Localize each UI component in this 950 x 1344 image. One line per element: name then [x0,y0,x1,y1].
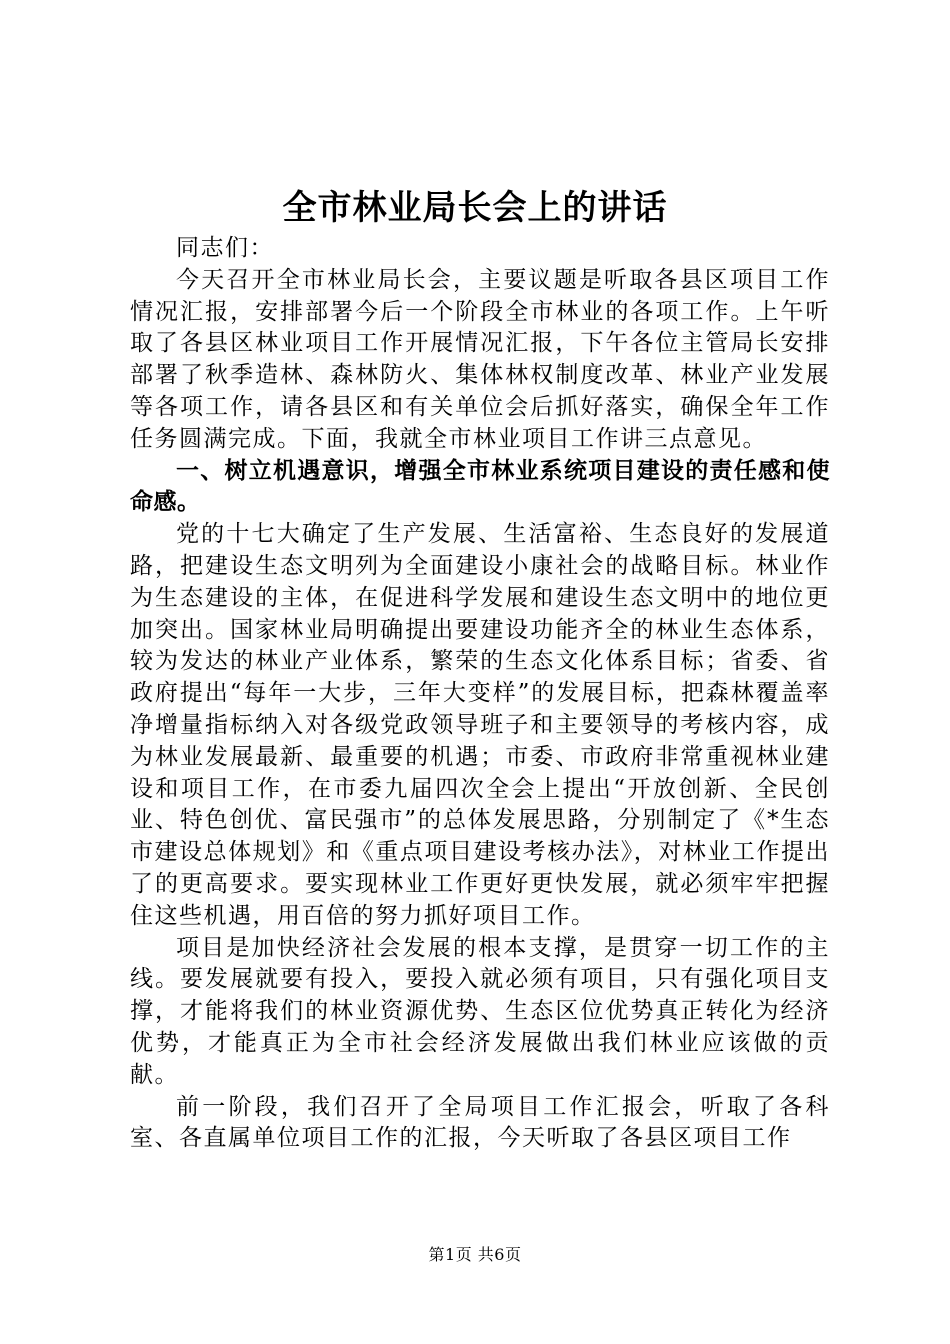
salutation-paragraph: 同志们： [176,235,274,261]
intro-paragraph: 今天召开全市林业局长会，主要议题是听取各县区项目工作情况汇报，安排部署今后一个阶段全市林业的各项工作。上午听取了各县区林业项目工作开展情况汇报，下午各位主管局长安排部署了秋季造林、森林防火、集体林权制度改革、林业产业发展等各项工作，请各县区和有关单位会后抓好落实，确保全年工作任务圆满完成。下面，我就全市林业项目工作讲三点意见。 [130,266,830,452]
body-paragraph: 前一阶段，我们召开了全局项目工作汇报会，听取了各科室、各直属单位项目工作的汇报，今天听取了各县区项目工作 [130,1093,830,1152]
page-number-footer: 第1页 共6页 [428,1245,522,1264]
section-heading-1: 一、树立机遇意识，增强全市林业系统项目建设的责任感和使命感。 [130,457,830,516]
body-paragraph: 党的十七大确定了生产发展、生活富裕、生态良好的发展道路，把建设生态文明列为全面建设小康社会的战略目标。林业作为生态建设的主体，在促进科学发展和建设生态文明中的地位更加突出。国家林业局明确提出要建设功能齐全的林业生态体系，较为发达的林业产业体系，繁荣的生态文化体系目标；省委、省政府提出“每年一大步，三年大变样”的发展目标，把森林覆盖率净增量指标纳入对各级党政领导班子和主要领导的考核内容，成为林业发展最新、最重要的机遇；市委、市政府非常重视林业建设和项目工作，在市委九届四次全会上提出“开放创新、全民创业、特色创优、富民强市”的总体发展思路，分别制定了《*生态市建设总体规划》和《重点项目建设考核办法》，对林业工作提出了的更高要求。要实现林业工作更好更快发展，就必须牢牢把握住这些机遇，用百倍的努力抓好项目工作。 [130,521,830,929]
document-body [130,233,830,1155]
body-paragraph: 项目是加快经济社会发展的根本支撑，是贯穿一切工作的主线。要发展就要有投入，要投入就必须有项目，只有强化项目支撑，才能将我们的林业资源优势、生态区位优势真正转化为经济优势，才能真正为全市社会经济发展做出我们林业应该做的贡献。 [130,934,830,1088]
document-title: 全市林业局长会上的讲话 [282,188,668,228]
